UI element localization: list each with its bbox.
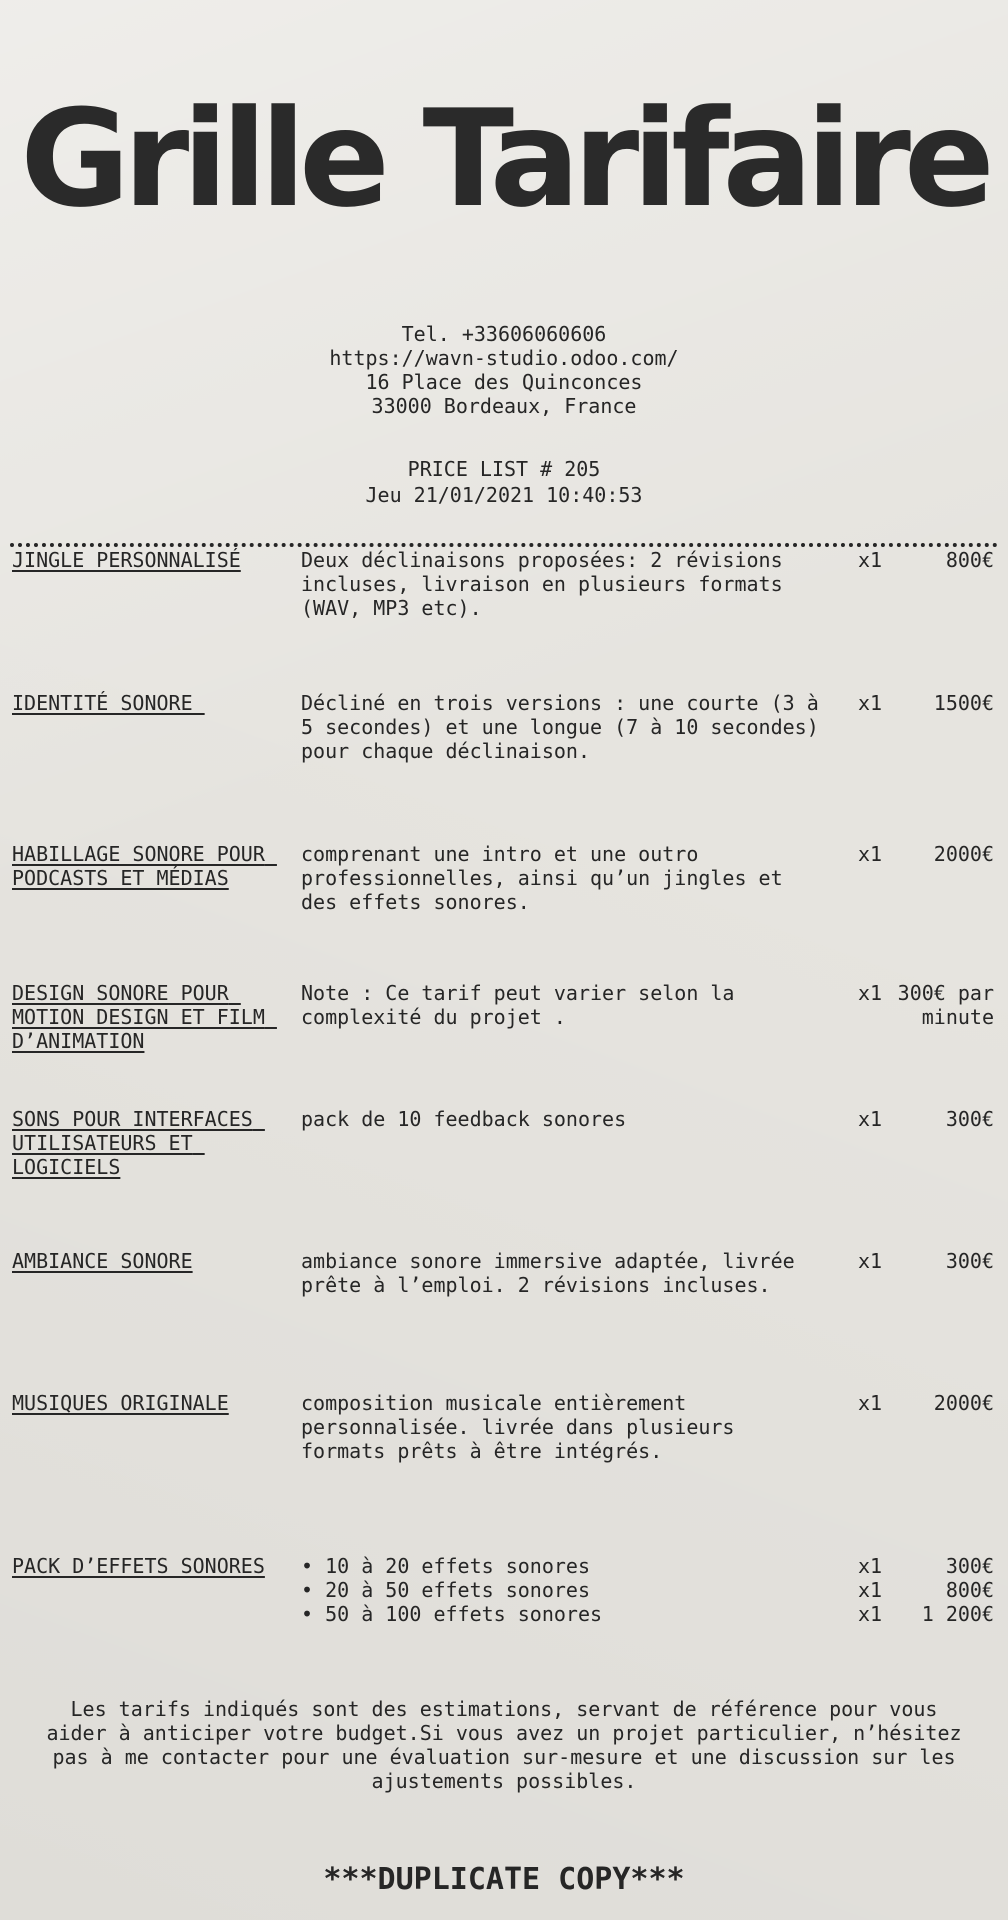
pack-option-quantity: x1 xyxy=(858,1554,883,1578)
dotted-divider xyxy=(10,543,998,547)
item-price: 800€ xyxy=(945,548,994,572)
item-price: 1500€ xyxy=(933,691,994,715)
item-quantity: x1 xyxy=(858,691,883,715)
pricing-disclaimer: Les tarifs indiqués sont des estimations, servant de référence pour vous aider à anticiper votre budget.Si vous avez un projet particulier, n’hésitez pas à me contacter pour une évaluation sur-mesure et une discussion sur les ajustements possibles. xyxy=(46,1697,962,1793)
item-price: 300€ xyxy=(945,1249,994,1273)
price-row-pack-effets xyxy=(0,1554,1008,1626)
item-price: 300€ par minute xyxy=(897,981,994,1029)
item-price: 2000€ xyxy=(933,1391,994,1415)
pack-option xyxy=(0,1602,1008,1626)
pack-option-quantity: x1 xyxy=(858,1602,883,1626)
item-description: ambiance sonore immersive adaptée, livrée prête à l’emploi. 2 révisions incluses. xyxy=(301,1249,795,1297)
pack-option-price: 1 200€ xyxy=(921,1602,994,1626)
item-description: comprenant une intro et une outro professionnelles, ainsi qu’un jingles et des effets sonores. xyxy=(301,842,783,914)
item-description: Décliné en trois versions : une courte (3 à 5 secondes) et une longue (7 à 10 secondes) pour chaque déclinaison. xyxy=(301,691,819,763)
item-quantity: x1 xyxy=(858,1249,883,1273)
item-quantity: x1 xyxy=(858,981,883,1005)
contact-block xyxy=(0,322,1008,418)
website-url: https://wavn-studio.odoo.com/ xyxy=(329,346,679,370)
item-description: Deux déclinaisons proposées: 2 révisions incluses, livraison en plusieurs formats (WAV, MP3 etc). xyxy=(301,548,783,620)
item-description: pack de 10 feedback sonores xyxy=(301,1107,627,1131)
price-list-date: Jeu 21/01/2021 10:40:53 xyxy=(365,483,643,507)
item-quantity: x1 xyxy=(858,842,883,866)
item-name: DESIGN SONORE POUR MOTION DESIGN ET FILM D’ANIMATION xyxy=(12,981,277,1053)
item-description: Note : Ce tarif peut varier selon la complexité du projet . xyxy=(301,981,735,1029)
address-line-2: 33000 Bordeaux, France xyxy=(371,394,637,418)
pack-option xyxy=(0,1554,1008,1578)
item-name: HABILLAGE SONORE POUR PODCASTS ET MÉDIAS xyxy=(12,842,277,890)
item-price: 2000€ xyxy=(933,842,994,866)
address-line-1: 16 Place des Quinconces xyxy=(365,370,643,394)
price-list-header xyxy=(0,456,1008,508)
item-name: MUSIQUES ORIGINALE xyxy=(12,1391,229,1415)
duplicate-copy-label: ***DUPLICATE COPY*** xyxy=(323,1862,685,1897)
pack-option-quantity: x1 xyxy=(858,1578,883,1602)
price-list-number: PRICE LIST # 205 xyxy=(407,457,601,481)
item-name: PACK D’EFFETS SONORES xyxy=(12,1554,265,1578)
pack-option-label: • 10 à 20 effets sonores xyxy=(301,1554,590,1578)
item-quantity: x1 xyxy=(858,548,883,572)
item-price: 300€ xyxy=(945,1107,994,1131)
item-quantity: x1 xyxy=(858,1107,883,1131)
item-quantity: x1 xyxy=(858,1391,883,1415)
pack-option-price: 800€ xyxy=(945,1578,994,1602)
item-description: composition musicale entièrement personnalisée. livrée dans plusieurs formats prêts à être intégrés. xyxy=(301,1391,735,1463)
pack-option-price: 300€ xyxy=(945,1554,994,1578)
pack-option-label: • 20 à 50 effets sonores xyxy=(301,1578,590,1602)
pack-option xyxy=(0,1578,1008,1602)
phone-number: Tel. +33606060606 xyxy=(401,322,607,346)
item-name: AMBIANCE SONORE xyxy=(12,1249,193,1273)
item-name: IDENTITÉ SONORE xyxy=(12,691,205,715)
page-title: Grille Tarifaire xyxy=(20,81,988,237)
pack-option-label: • 50 à 100 effets sonores xyxy=(301,1602,603,1626)
item-name: SONS POUR INTERFACES UTILISATEURS ET LOGICIELS xyxy=(12,1107,265,1179)
item-name: JINGLE PERSONNALISÉ xyxy=(12,548,241,572)
